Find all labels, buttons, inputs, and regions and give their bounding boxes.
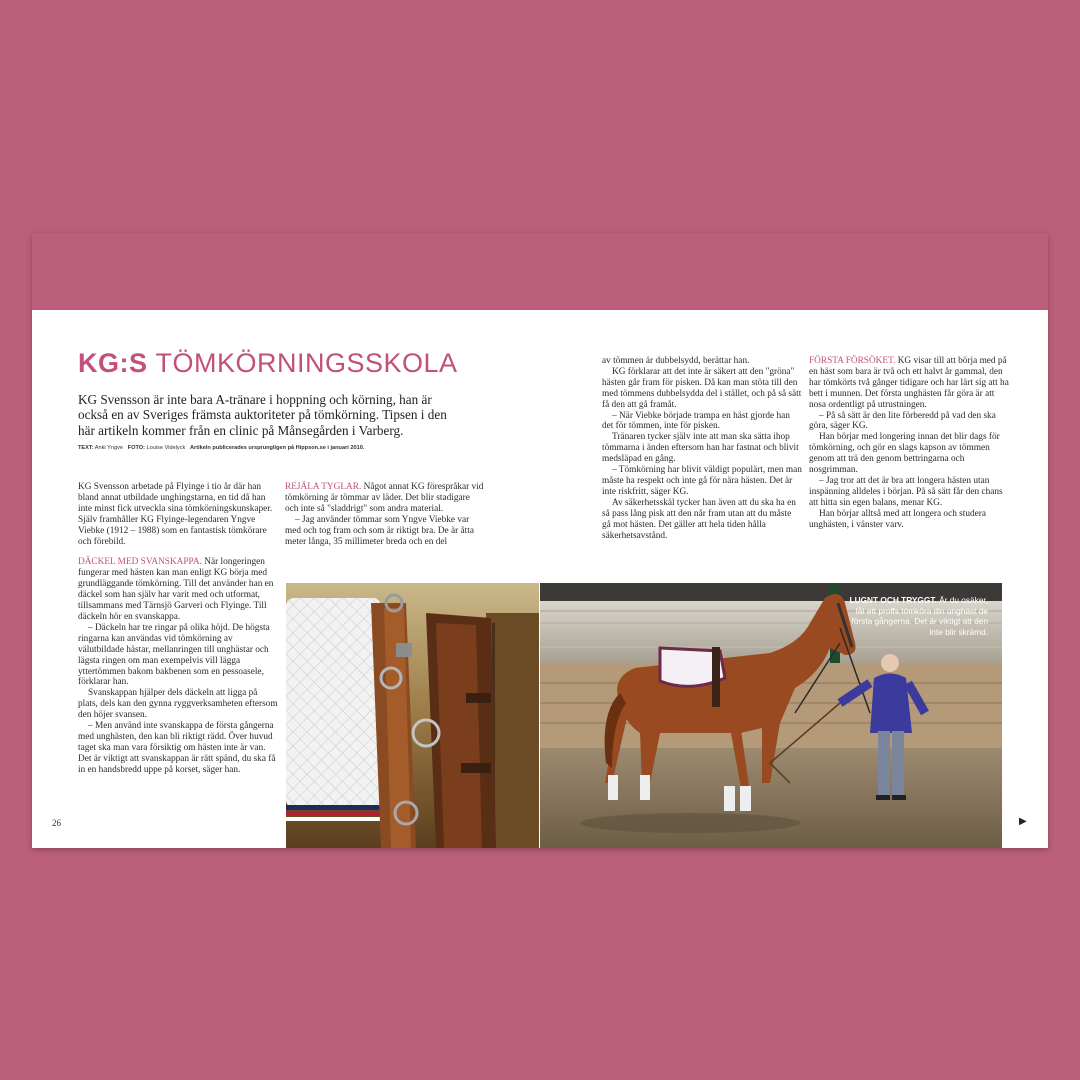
- paragraph: – Jag använder tömmar som Yngve Viebke var med och tog fram och som är riktigt bra. De är åtta meter långa, 35 millimeter breda och en del: [285, 514, 474, 547]
- paragraph: Tränaren tycker själv inte att man ska sätta ihop tömmarna i änden eftersom han har fastnat och blivit medsläpad en gång.: [602, 432, 799, 465]
- paragraph: KG visar till att börja med på en häst som bara är två och ett halvt år gammal, den har tömkörts två gånger tidigare och har lärt sig att ha bett i munnen. Det första unghästen får göra är att nosa ordentligt på utrustningen.: [809, 356, 1009, 410]
- subheading-tyglar: REJÄLA TYGLAR.: [285, 482, 362, 492]
- harness-photo: [286, 583, 539, 848]
- header-band: [32, 233, 1048, 310]
- text-column-2: [285, 482, 485, 547]
- text-column-3: [602, 356, 802, 541]
- article-lead: KG Svensson är inte bara A-tränare i hoppning och körning, han är också en av Sveriges främsta auktoriteter på tömkörning. Tipsen i den här artikeln kommer från en clinic på Månsegården i Varberg.: [78, 392, 447, 438]
- paragraph: – På så sätt är den lite förberedd på vad den ska göra, säger KG.: [809, 410, 996, 432]
- next-page-arrow-icon[interactable]: ▶: [1019, 816, 1027, 827]
- subheading-forsoket: FÖRSTA FÖRSÖKET.: [809, 356, 896, 366]
- paragraph: – Men använd inte svanskappa de första gångerna med unghästen, den kan bli riktigt rädd. Över huvud taget ska man vara försiktig om hästen inte är van. Det är viktigt att svanskappan är rätt spänd, du ska få in en handsbredd uppe på korset, säger han.: [78, 721, 276, 775]
- page-number: 26: [52, 818, 61, 828]
- text-column-1: [78, 482, 278, 776]
- paragraph: – Däckeln har tre ringar på olika höjd. De högsta ringarna kan användas vid tömkörning av välutbildade hästar, mellanringen till unghästar och lägsta ringen om man exempelvis vill lägga yttertömmen bakom bakbenen som en pessoasele, förklarar han.: [78, 622, 270, 688]
- paragraph: – Jag tror att det är bra att longera hästen utan inspänning alldeles i början. På så sätt får den chans att hitta sin egen balans, menar KG.: [809, 475, 1003, 508]
- paragraph: Svanskappan hjälper dels däckeln att ligga på plats, dels kan den gynna ryggverksamheten eftersom den höjer svansen.: [78, 688, 278, 721]
- horse-photo: [540, 583, 1002, 848]
- paragraph: KG förklarar att det inte är säkert att den "gröna" hästen går fram för pisken. Då kan man stöta till den med tömmens dubbelsydda del i stället, och på så sätt få den att gå framåt.: [602, 366, 802, 410]
- paragraph: – Tömkörning har blivit väldigt populärt, men man måste ha respekt och inte gå för nära hästen. Det är inte riskfritt, säger KG.: [602, 465, 802, 497]
- harness-illustration: [286, 583, 539, 848]
- paragraph: Han börjar med longering innan det blir dags för tömkörning, och gör en slags kapson av tömmen genom att trä den genom bettringarna och nosgrimman.: [809, 432, 1000, 476]
- intro-paragraph: KG Svensson arbetade på Flyinge i tio år där han bland annat utbildade unghingstarna, en tid då han inte minst fick utveckla sina tömkörningskunskaper. Själv framhåller KG Flyinge-legendaren Yngve Viebke (1912 – 1988) som en fantastisk tömkörare och förebild.: [78, 482, 273, 547]
- paragraph: Han börjar alltså med att longera och studera unghästen, i vänster varv.: [809, 508, 987, 530]
- subheading-dackel: DÄCKEL MED SVANSKAPPA.: [78, 557, 202, 568]
- text-column-4: [809, 356, 1009, 531]
- photo-caption: LUGNT OCH TRYGGT. Är du osäker, låt ett proffs tömköra din unghäst de första gångerna. Det är viktigt att den inte blir skrämd.: [849, 595, 988, 637]
- paragraph: – När Viebke började trampa en häst gjorde han det för tömmen, inte för pisken.: [602, 410, 790, 432]
- paragraph: Något annat KG förespråkar vid tömkörning är tömmar av läder. Det blir stadigare och inte så "sladdrigt" som andra material.: [285, 482, 484, 514]
- magazine-spread: [32, 233, 1048, 848]
- article-credits: TEXT: Anki Yngve FOTO: Louise Videlyck Artikeln publicerades ursprungligen på Hippson.se i januari 2010.: [78, 445, 365, 451]
- paragraph: När longeringen fungerar med hästen kan man enligt KG börja med grundläggande tömkörning. Till det använder han en däckel som han själv har varit med och utformat, tillsammans med Tärnsjö Garveri och Flyinge. Till däckeln hör en svanskappa.: [78, 557, 274, 622]
- article-title: KG:S TÖMKÖRNINGSSKOLA: [78, 348, 458, 378]
- paragraph: Av säkerhetsskäl tycker han även att du ska ha en så pass lång pisk att den når fram utan att du måste gå mot hästen. Det gäller att hela tiden hålla säkerhetsavstånd.: [602, 497, 796, 541]
- paragraph: av tömmen är dubbelsydd, berättar han.: [602, 356, 750, 366]
